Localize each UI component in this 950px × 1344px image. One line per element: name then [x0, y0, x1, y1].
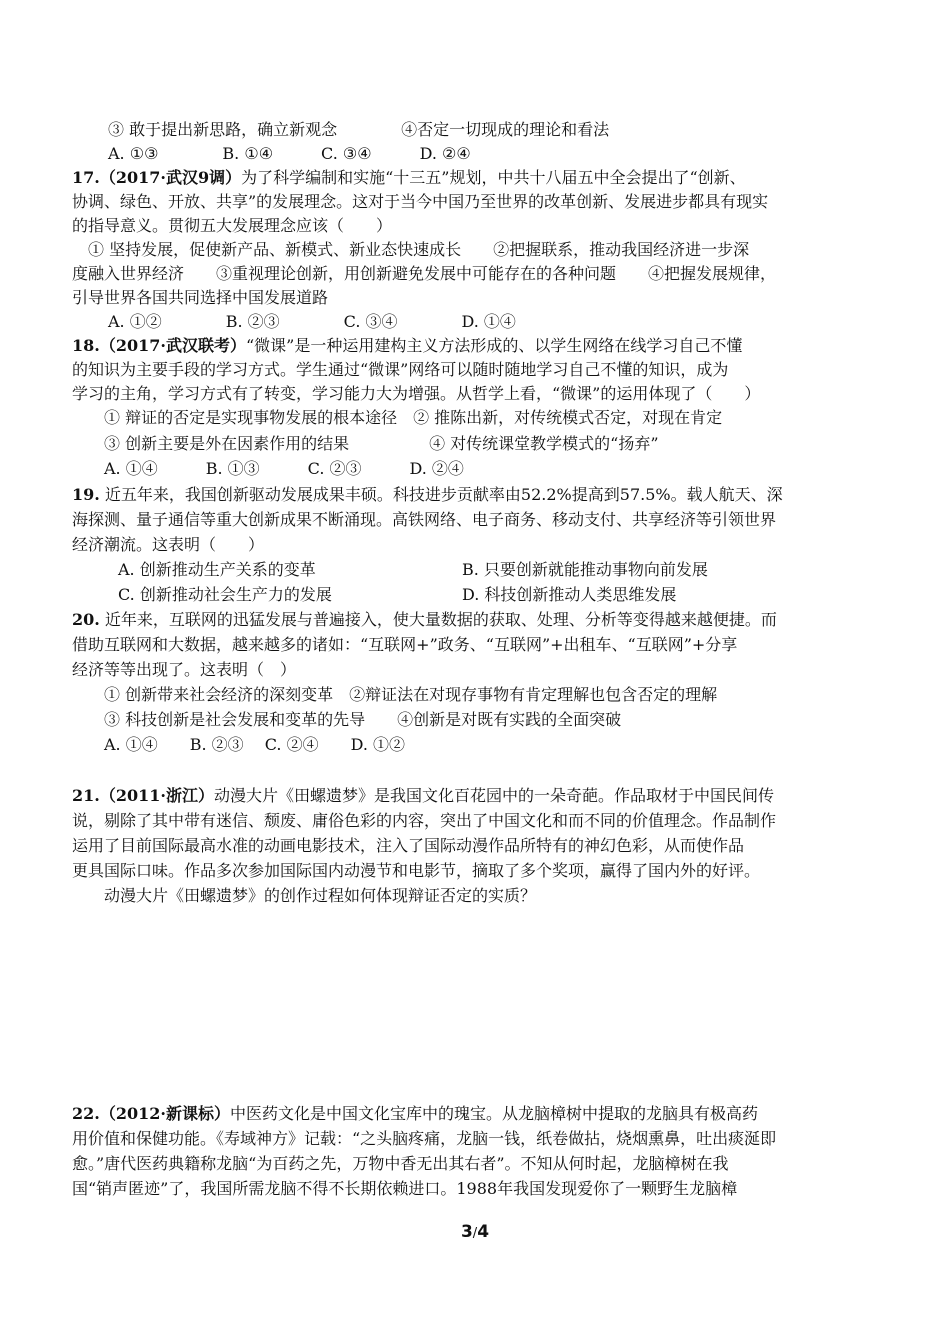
- q17-label: 17.（2017·武汉9调）: [72, 168, 242, 187]
- q22-line: 国“销声匿迹”了，我国所需龙脑不得不长期依赖进口。1988年我国发现爱你了一颗野生龙脑樟: [72, 1179, 738, 1198]
- q19-line: 海探测、量子通信等重大创新成果不断涌现。高铁网络、电子商务、移动支付、共享经济等引领世界: [72, 510, 777, 529]
- q22-line: 用价值和保健功能。《寿域神方》记载：“之头脑疼痛，龙脑一钱，纸卷做拈，烧烟熏鼻，吐出痰涎即: [72, 1129, 777, 1148]
- page-separator: /: [472, 1226, 478, 1241]
- q19-label: 19.: [72, 485, 100, 504]
- q20-line: 经济等等出现了。这表明（ ）: [72, 660, 297, 679]
- q17-line: 引导世界各国共同选择中国发展道路: [72, 288, 329, 307]
- q20-choices-line: ③ 科技创新是社会发展和变革的先导 ④创新是对既有实践的全面突破: [88, 710, 622, 729]
- q17-line: 度融入世界经济 ③重视理论创新，用创新避免发展中可能存在的各种问题 ④把握发展规律，: [72, 264, 777, 283]
- q20-first-line: 20. 近年来，互联网的迅猛发展与普遍接入，使大量数据的获取、处理、分析等变得越来越便捷。而: [72, 610, 777, 629]
- q21-label: 21.（2011·浙江）: [72, 786, 214, 805]
- q20-line: 借助互联网和大数据，越来越多的诸如：“互联网+”政务、“互联网”+出租车、“互联网”+分享: [72, 635, 738, 654]
- q18-first-line: 18.（2017·武汉联考）“微课”是一种运用建构主义方法形成的、以学生网络在线学习自己不懂: [72, 336, 743, 355]
- page-current: 3: [460, 1222, 473, 1242]
- q17-line: 的指导意义。贯彻五大发展理念应该（ ）: [72, 216, 393, 235]
- q19-option-d: D. 科技创新推动人类思维发展: [462, 585, 677, 604]
- q18-choices-line: ③ 创新主要是外在因素作用的结果 ④ 对传统课堂教学模式的“扬弃”: [88, 434, 659, 453]
- page-total: 4: [477, 1222, 490, 1242]
- page-number: [0, 1222, 950, 1242]
- q21-line: 运用了目前国际最高水准的动画电影技术，注入了国际动漫作品所特有的神幻色彩，从而使作品: [72, 836, 745, 855]
- q17-options: A. ①② B. ②③ C. ③④ D. ①④: [92, 312, 516, 331]
- q22-line: 愈。”唐代医药典籍称龙脑“为百药之先，万物中香无出其右者”。不知从何时起，龙脑樟树在我: [72, 1154, 729, 1173]
- q19-option-c: C. 创新推动社会生产力的发展: [118, 585, 332, 604]
- q16-options: A. ①③ B. ①④ C. ③④ D. ②④: [108, 144, 471, 163]
- q18-line: 学习的主角，学习方式有了转变，学习能力大为增强。从哲学上看，“微课”的运用体现了（ ）: [72, 384, 761, 403]
- q21-line: 更具国际口味。作品多次参加国际国内动漫节和电影节，摘取了多个奖项，赢得了国内外的好评。: [72, 861, 761, 880]
- q19-line: 经济潮流。这表明（ ）: [72, 535, 265, 554]
- q16-choices-line: ③ 敢于提出新思路，确立新观念 ④否定一切现成的理论和看法: [108, 120, 610, 139]
- q20-choices-line: ① 创新带来社会经济的深刻变革 ②辩证法在对现存事物有肯定理解也包含否定的理解: [88, 685, 718, 704]
- q21-first-line: 21.（2011·浙江）动漫大片《田螺遗梦》是我国文化百花园中的一朵奇葩。作品取材于中国民间传: [72, 786, 774, 805]
- q21-question: 动漫大片《田螺遗梦》的创作过程如何体现辩证否定的实质？: [72, 886, 537, 905]
- q19-first-line: 19. 近五年来，我国创新驱动发展成果丰硕。科技进步贡献率由52.2%提高到57.5%。载人航天、深: [72, 485, 783, 504]
- q18-line: 的知识为主要手段的学习方式。学生通过“微课”网络可以随时随地学习自己不懂的知识，成为: [72, 360, 729, 379]
- q18-choices-line: ① 辩证的否定是实现事物发展的根本途径 ② 推陈出新，对传统模式否定，对现在肯定: [88, 408, 723, 427]
- q19-option-b: B. 只要创新就能推动事物向前发展: [462, 560, 708, 579]
- q18-options: A. ①④ B. ①③ C. ②③ D. ②④: [88, 459, 464, 478]
- q17-line: 协调、绿色、开放、共享”的发展理念。这对于当今中国乃至世界的改革创新、发展进步都具有现实: [72, 192, 769, 211]
- q19-option-a: A. 创新推动生产关系的变革: [118, 560, 316, 579]
- q22-label: 22.（2012·新课标）: [72, 1104, 230, 1123]
- q20-options: A. ①④ B. ②③ C. ②④ D. ①②: [88, 735, 406, 754]
- q17-first-line: 17.（2017·武汉9调）为了科学编制和实施“十三五”规划，中共十八届五中全会提出了“创新、: [72, 168, 746, 187]
- q22-first-line: 22.（2012·新课标）中医药文化是中国文化宝库中的瑰宝。从龙脑樟树中提取的龙脑具有极高药: [72, 1104, 758, 1123]
- q21-line: 说，剔除了其中带有迷信、颓废、庸俗色彩的内容，突出了中国文化和而不同的价值理念。作品制作: [72, 811, 777, 830]
- q20-label: 20.: [72, 610, 100, 629]
- q17-line: ① 坚持发展，促使新产品、新模式、新业态快速成长 ②把握联系，推动我国经济进一步深: [72, 240, 750, 259]
- q18-label: 18.（2017·武汉联考）: [72, 336, 246, 355]
